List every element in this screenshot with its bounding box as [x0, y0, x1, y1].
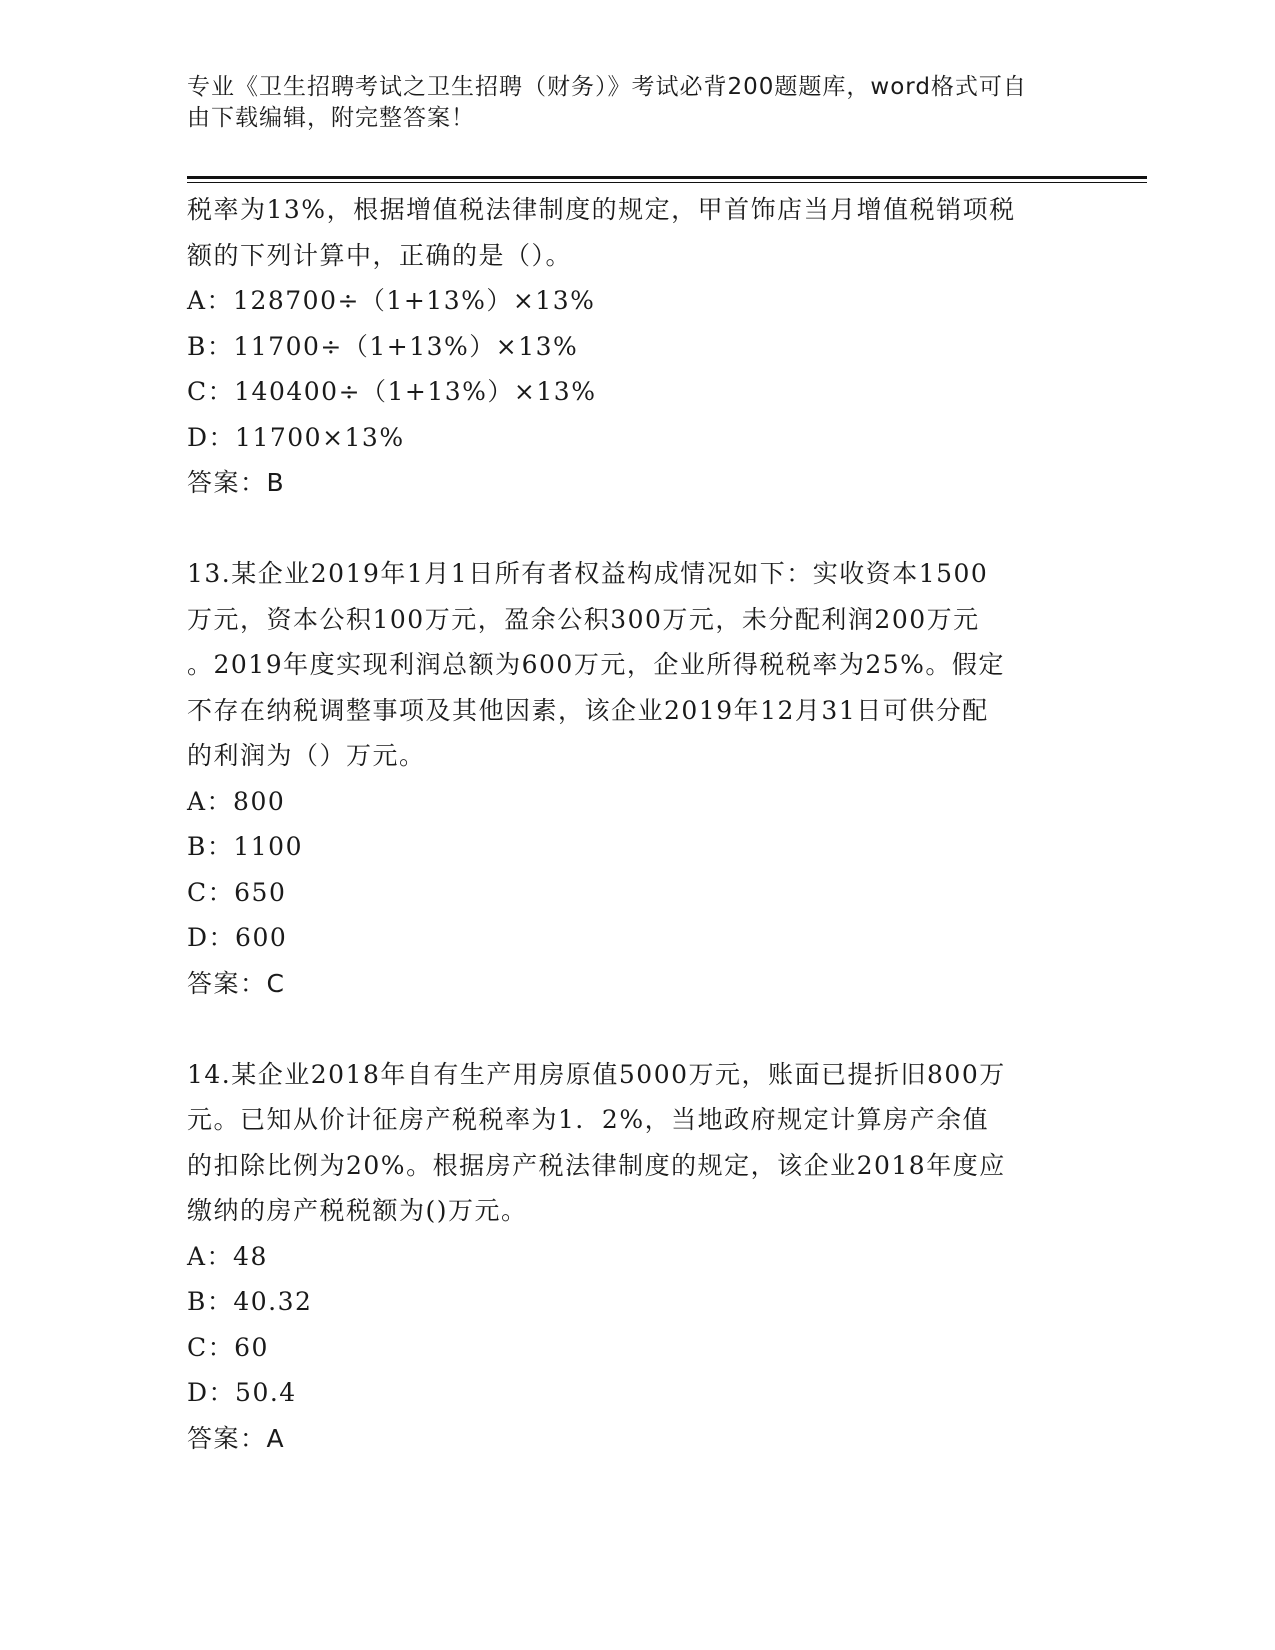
option-a: A：48	[187, 1241, 268, 1271]
option-d: D：50.4	[187, 1378, 297, 1407]
document-header	[187, 72, 1067, 134]
question-stem-line: 。2019年度实现利润总额为600万元，企业所得税税率为25%。假定	[187, 650, 1005, 679]
question-stem-line: 额的下列计算中，正确的是（）。	[187, 240, 573, 270]
option-c: C：140400÷（1+13%）×13%	[187, 377, 597, 406]
header-line-2: 由下载编辑，附完整答案！	[187, 105, 475, 131]
question-stem-line: 元。已知从价计征房产税税率为1．2%，当地政府规定计算房产余值	[187, 1105, 990, 1134]
answer-line: 答案：A	[187, 1423, 286, 1453]
header-divider-thin	[187, 182, 1147, 183]
question-stem-line: 税率为13%，根据增值税法律制度的规定，甲首饰店当月增值税销项税	[187, 195, 1016, 224]
header-line-1: 专业《卫生招聘考试之卫生招聘（财务）》考试必背200题题库，word格式可自	[187, 74, 1027, 100]
question-12	[187, 187, 1087, 506]
question-stem-line: 的扣除比例为20%。根据房产税法律制度的规定，该企业2018年度应	[187, 1150, 1006, 1180]
question-stem-line: 13.某企业2019年1月1日所有者权益构成情况如下：实收资本1500	[187, 559, 989, 588]
spacer	[187, 1006, 1087, 1052]
option-d: D：11700×13%	[187, 422, 405, 452]
option-b: B：11700÷（1+13%）×13%	[187, 331, 579, 361]
option-a: A：800	[187, 786, 286, 816]
option-b: B：1100	[187, 832, 303, 861]
option-c: C：60	[187, 1332, 269, 1362]
question-list	[187, 187, 1087, 1461]
question-stem-line: 14.某企业2018年自有生产用房原值5000万元，账面已提折旧800万	[187, 1059, 1006, 1089]
option-d: D：600	[187, 923, 288, 952]
option-b: B：40.32	[187, 1287, 313, 1316]
question-stem-line: 缴纳的房产税税额为()万元。	[187, 1196, 528, 1225]
question-stem-line: 万元，资本公积100万元，盈余公积300万元，未分配利润200万元	[187, 604, 980, 634]
option-c: C：650	[187, 877, 287, 907]
question-14	[187, 1052, 1087, 1462]
header-divider-thick	[187, 176, 1147, 179]
answer-line: 答案：C	[187, 968, 286, 998]
spacer	[187, 506, 1087, 552]
answer-line: 答案：B	[187, 468, 286, 497]
question-stem-line: 不存在纳税调整事项及其他因素，该企业2019年12月31日可供分配	[187, 695, 989, 725]
question-stem-line: 的利润为（）万元。	[187, 741, 426, 770]
question-13	[187, 551, 1087, 1006]
option-a: A：128700÷（1+13%）×13%	[187, 286, 596, 315]
